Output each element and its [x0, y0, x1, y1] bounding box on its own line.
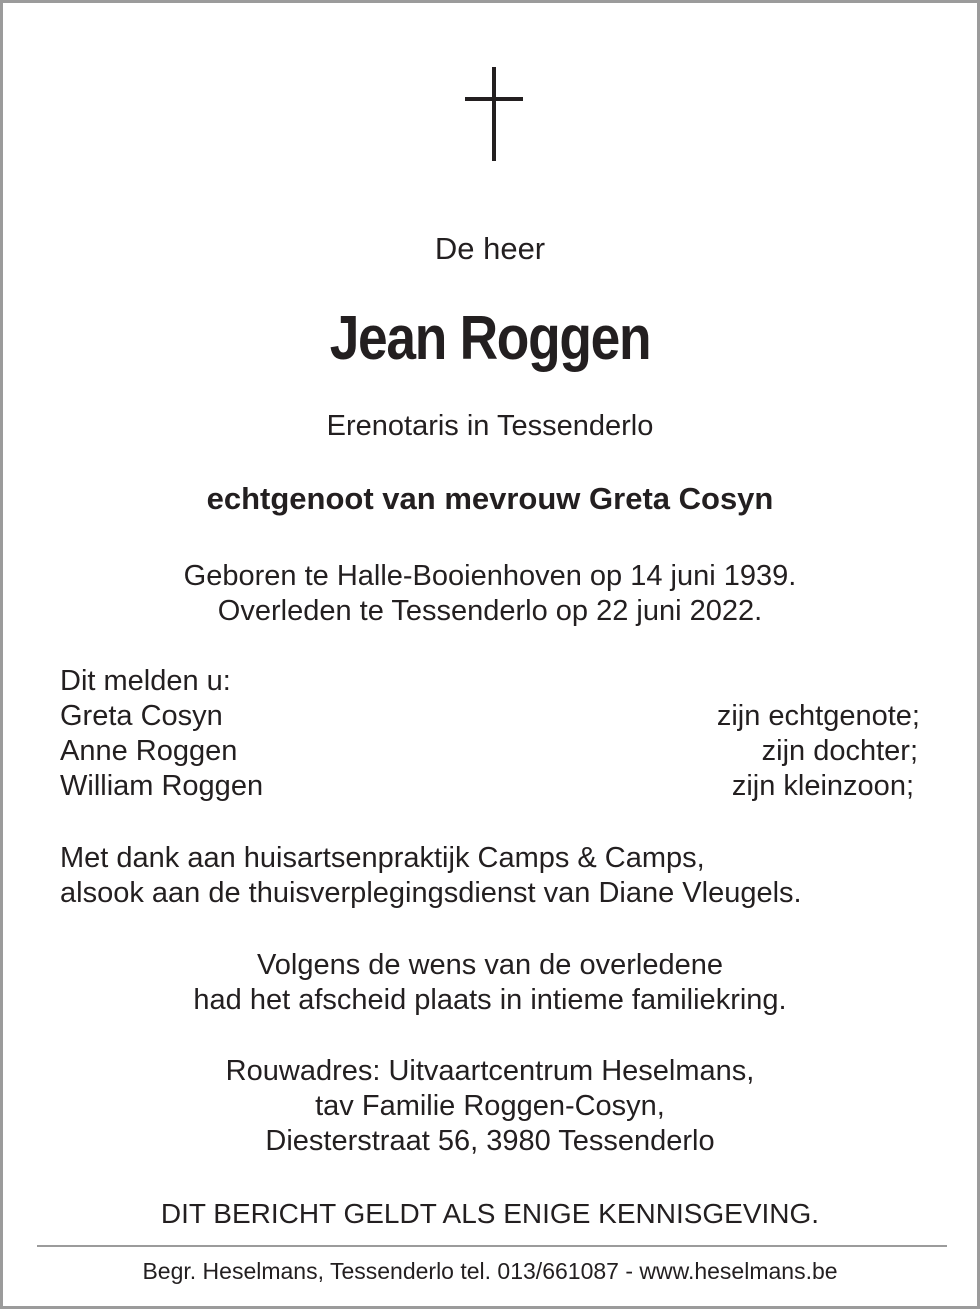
- thanks-block: [60, 841, 802, 911]
- cross-icon: [465, 67, 523, 163]
- relative-relation: zijn dochter;: [761, 735, 918, 767]
- relative-name: Greta Cosyn: [60, 700, 223, 732]
- relative-relation: zijn echtgenote;: [716, 700, 920, 732]
- thanks-line: alsook aan de thuisverplegingsdienst van Diane Vleugels.: [60, 877, 802, 909]
- wish-block: [3, 948, 977, 1018]
- announce-intro: Dit melden u:: [60, 665, 231, 697]
- thanks-line: Met dank aan huisartsenpraktijk Camps & Camps,: [60, 842, 705, 874]
- relative-row: [60, 734, 920, 769]
- address-line: Rouwadres: Uitvaartcentrum Heselmans,: [225, 1055, 755, 1087]
- birth-line: Geboren te Halle-Booienhoven op 14 juni 1939.: [183, 560, 797, 592]
- spouse-line: echtgenoot van mevrouw Greta Cosyn: [206, 481, 774, 516]
- relative-relation: zijn kleinzoon;: [731, 770, 914, 802]
- relative-row: [60, 699, 920, 734]
- relatives-block: [60, 664, 920, 804]
- dates-block: [3, 559, 977, 629]
- address-line: tav Familie Roggen-Cosyn,: [315, 1090, 665, 1122]
- address-block: [3, 1054, 977, 1159]
- relative-row: [60, 769, 920, 804]
- closing-notice: DIT BERICHT GELDT ALS ENIGE KENNISGEVING.: [160, 1198, 820, 1229]
- relative-name: William Roggen: [60, 770, 264, 802]
- deceased-name: Jean Roggen: [329, 304, 651, 373]
- wish-line: Volgens de wens van de overledene: [257, 949, 723, 981]
- death-line: Overleden te Tessenderlo op 22 juni 2022.: [217, 595, 763, 627]
- address-line: Diesterstraat 56, 3980 Tessenderlo: [265, 1125, 715, 1157]
- salutation: De heer: [434, 231, 546, 266]
- deceased-title: Erenotaris in Tessenderlo: [326, 410, 654, 442]
- wish-line: had het afscheid plaats in intieme familiekring.: [193, 984, 787, 1016]
- divider: [37, 1245, 947, 1247]
- footer-credit: Begr. Heselmans, Tessenderlo tel. 013/661087 - www.heselmans.be: [142, 1258, 838, 1284]
- relative-name: Anne Roggen: [60, 735, 238, 767]
